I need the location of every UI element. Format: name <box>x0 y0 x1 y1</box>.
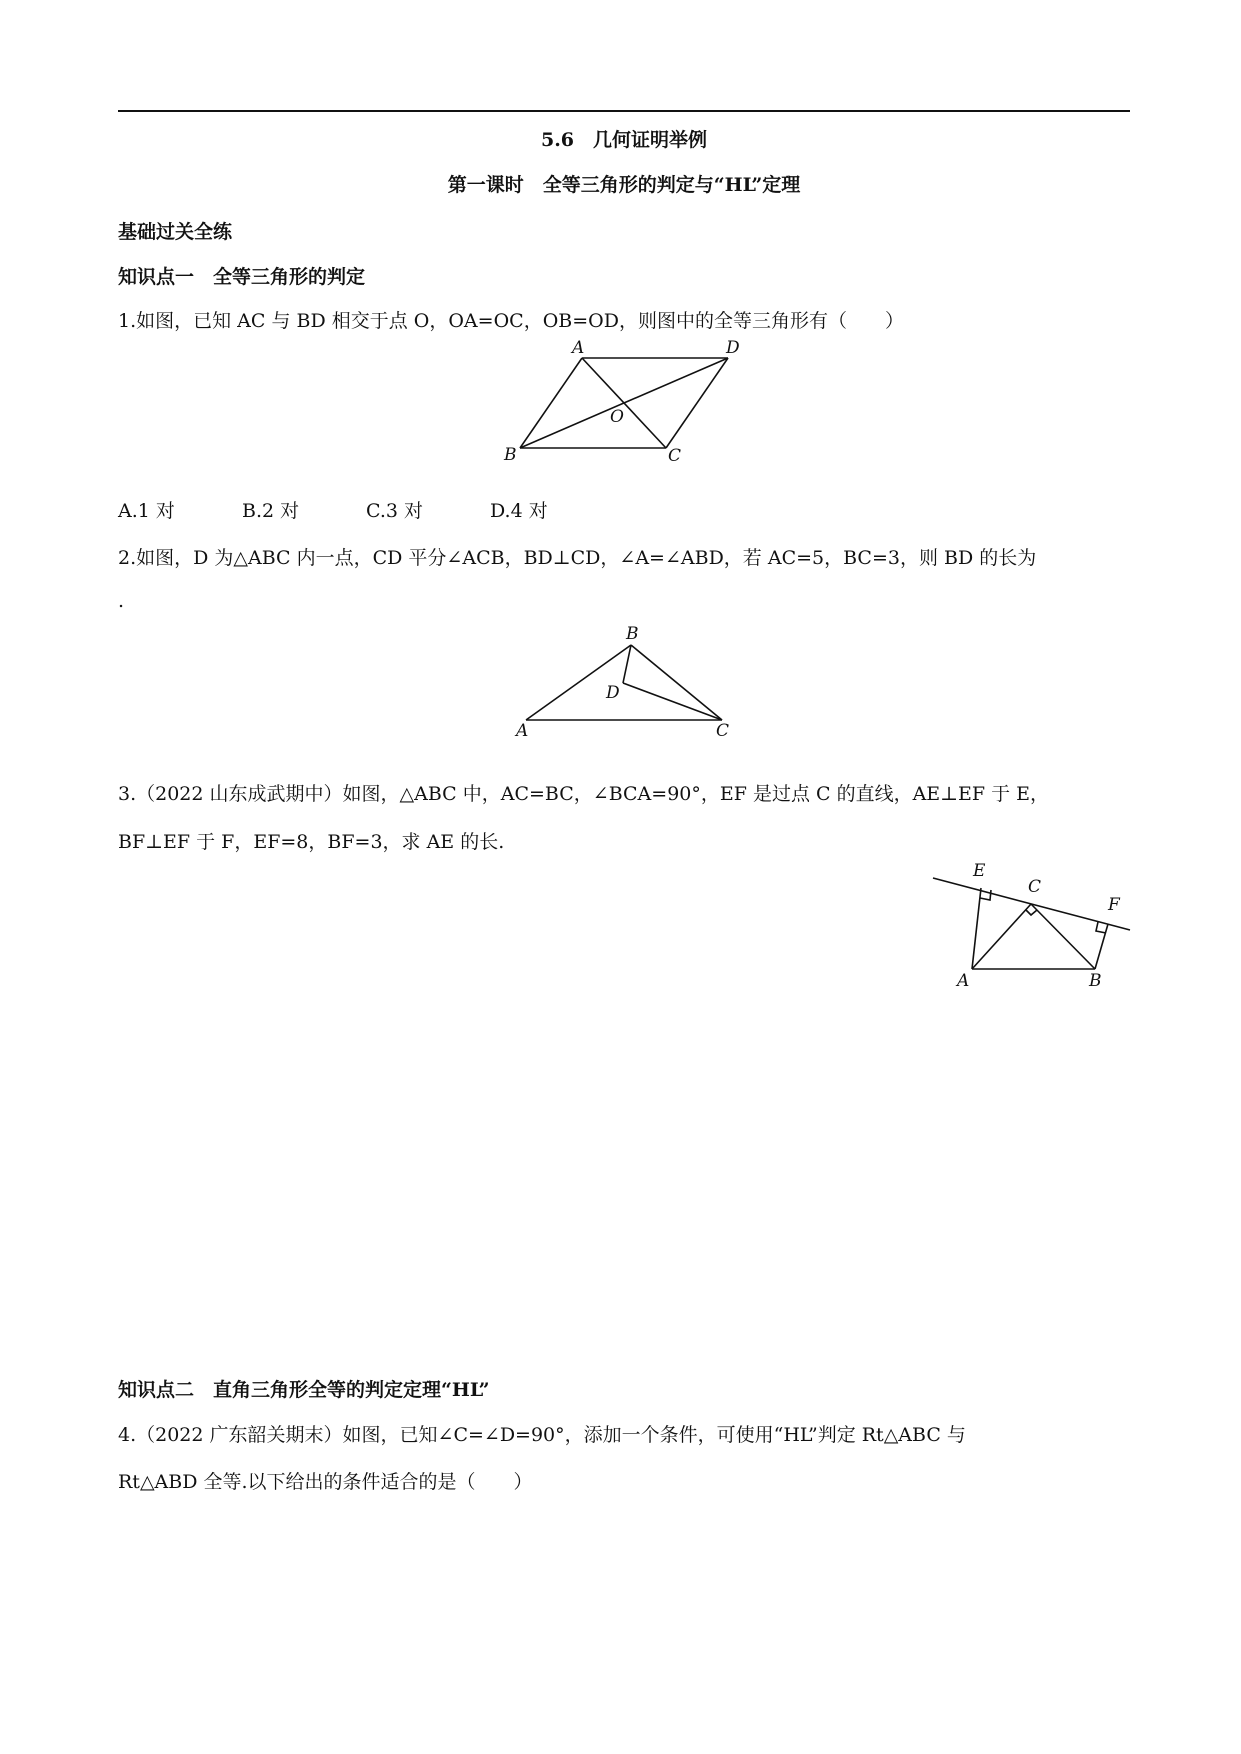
question-1-text: 1.如图，已知 AC 与 BD 相交于点 O，OA=OC，OB=OD，则图中的全等三角形有（ ） <box>118 310 904 332</box>
question-2-line-2: . <box>118 590 125 612</box>
label-d: D <box>726 338 740 358</box>
label-a: A <box>572 338 585 358</box>
label-d: D <box>606 683 620 703</box>
question-2-line-1: 2.如图，D 为△ABC 内一点，CD 平分∠ACB，BD⊥CD，∠A=∠ABD，若 AC=5，BC=3，则 BD 的长为 <box>118 547 1037 569</box>
label-e: E <box>973 861 986 881</box>
segment-bc <box>631 645 722 720</box>
question-4-line-1: 4.（2022 广东韶关期末）如图，已知∠C=∠D=90°，添加一个条件，可使用“HL”判定 Rt△ABC 与 <box>118 1424 966 1446</box>
option-d: D.4 对 <box>490 500 548 522</box>
label-b: B <box>1089 971 1102 991</box>
label-f: F <box>1108 895 1120 915</box>
segment-ae <box>972 888 981 969</box>
question-3-line-1: 3.（2022 山东成武期中）如图，△ABC 中，AC=BC，∠BCA=90°，EF 是过点 C 的直线，AE⊥EF 于 E， <box>118 783 1050 805</box>
right-angle-mark-c <box>1026 910 1037 915</box>
question-3-line-2: BF⊥EF 于 F，EF=8，BF=3，求 AE 的长. <box>118 831 505 853</box>
question-2-figure <box>510 625 740 740</box>
segment-ac <box>972 904 1031 969</box>
label-c: C <box>1028 877 1042 897</box>
label-c: C <box>668 446 682 466</box>
option-b: B.2 对 <box>242 500 300 522</box>
section-heading: 基础过关全练 <box>118 221 233 243</box>
question-1-figure <box>490 340 750 465</box>
lesson-subtitle: 第一课时 全等三角形的判定与“HL”定理 <box>447 174 801 196</box>
option-c: C.3 对 <box>366 500 424 522</box>
label-c: C <box>716 721 730 741</box>
page-title: 5.6 几何证明举例 <box>540 129 708 151</box>
knowledge-point-1-heading: 知识点一 全等三角形的判定 <box>118 266 366 288</box>
label-o: O <box>610 407 624 427</box>
label-a: A <box>516 721 529 741</box>
question-3-figure <box>925 860 1135 995</box>
option-a: A.1 对 <box>118 500 175 522</box>
header-rule <box>118 110 1130 112</box>
label-b: B <box>626 624 639 644</box>
segment-cb <box>1031 904 1095 969</box>
label-a: A <box>957 971 970 991</box>
label-b: B <box>504 445 517 465</box>
segment-cd <box>623 683 722 720</box>
question-4-line-2: Rt△ABD 全等.以下给出的条件适合的是（ ） <box>118 1471 533 1493</box>
knowledge-point-2-heading: 知识点二 直角三角形全等的判定定理“HL” <box>118 1379 490 1401</box>
